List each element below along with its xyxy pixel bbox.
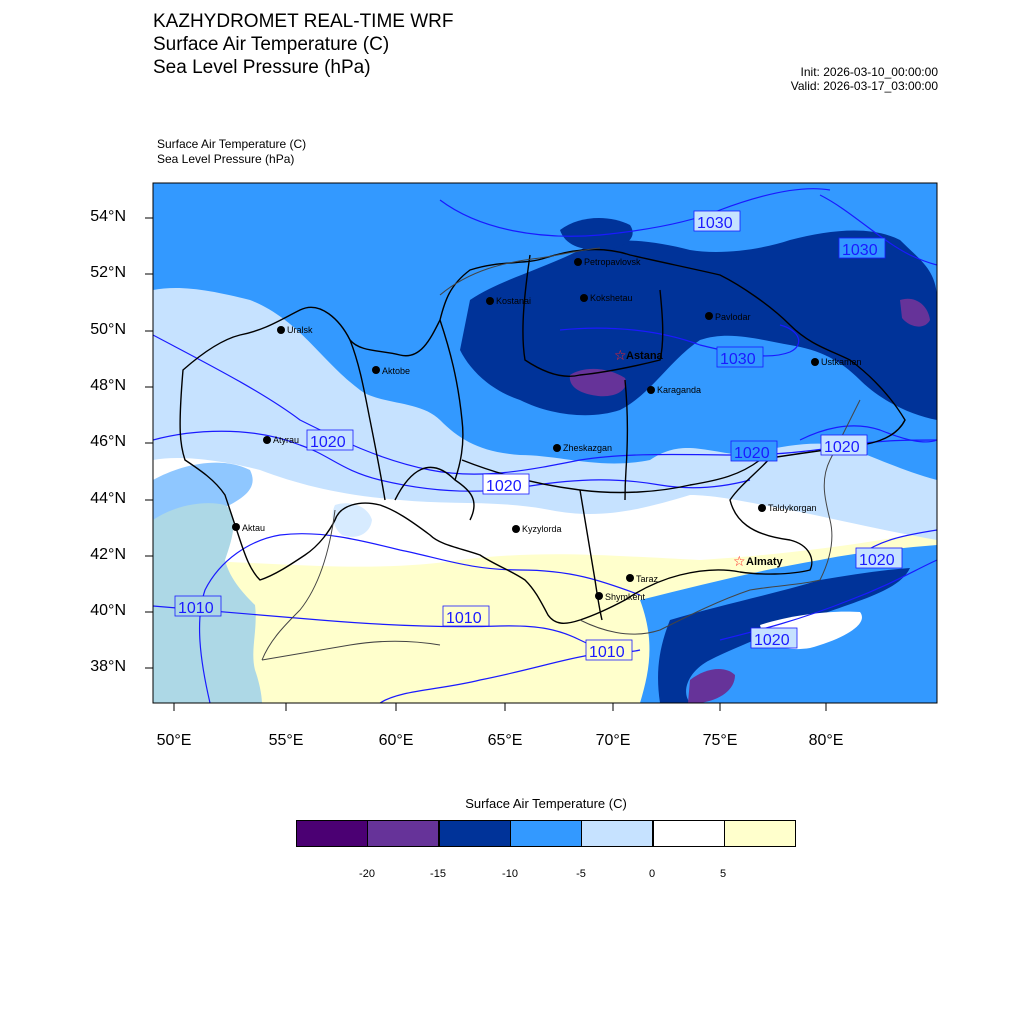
colorbar-tick-label: -20 <box>359 868 375 880</box>
city-label: Uralsk <box>287 325 313 335</box>
city-marker <box>232 523 240 531</box>
pressure-label: 1030 <box>720 351 756 368</box>
title-line-2: Surface Air Temperature (C) <box>153 34 390 55</box>
city-label: Kostanai <box>496 296 532 306</box>
title-line-1: KAZHYDROMET REAL-TIME WRF <box>153 11 454 32</box>
init-time: Init: 2026-03-10_00:00:00 <box>800 65 938 79</box>
city-label: Aktobe <box>382 366 411 376</box>
city-label: Taraz <box>636 574 659 584</box>
colorbar-title: Surface Air Temperature (C) <box>465 796 627 811</box>
city-marker <box>574 258 582 266</box>
lon-label: 60°E <box>378 732 414 749</box>
pressure-label: 1030 <box>697 215 733 232</box>
colorbar-swatch <box>724 820 796 847</box>
lon-label: 65°E <box>487 732 523 749</box>
city-label: Karaganda <box>657 385 702 395</box>
city-marker <box>705 312 713 320</box>
pressure-label: 1020 <box>734 445 770 462</box>
capital-star-icon: ☆ <box>733 554 746 570</box>
title-line-3: Sea Level Pressure (hPa) <box>153 57 371 78</box>
city-label: Atyrau <box>273 435 300 445</box>
city-label: Astana <box>626 350 663 362</box>
lon-label: 80°E <box>808 732 844 749</box>
plot-subtitle-1: Surface Air Temperature (C) <box>157 137 307 151</box>
lon-label: 70°E <box>595 732 631 749</box>
colorbar-swatch <box>581 820 653 847</box>
city-marker <box>811 358 819 366</box>
city-label: Taldykorgan <box>768 503 817 513</box>
colorbar-swatch <box>653 820 725 847</box>
city-label: Petropavlovsk <box>584 257 641 267</box>
city-label: Shymkent <box>605 592 646 602</box>
pressure-label: 1010 <box>589 644 625 661</box>
capital-star-icon: ☆ <box>614 348 627 364</box>
city-label: Zheskazgan <box>563 443 613 453</box>
colorbar-swatch <box>439 820 511 847</box>
plot-subtitle-2: Sea Level Pressure (hPa) <box>157 152 295 166</box>
colorbar-tick-label: -15 <box>430 868 446 880</box>
lat-label: 48°N <box>90 377 126 394</box>
lat-label: 38°N <box>90 658 126 675</box>
city-marker <box>758 504 766 512</box>
colorbar-tick-label: -10 <box>502 868 518 880</box>
lon-ticks <box>174 703 826 711</box>
city-marker <box>595 592 603 600</box>
colorbar-swatch <box>296 820 368 847</box>
pressure-label: 1020 <box>310 434 346 451</box>
city-label: Aktau <box>242 523 266 533</box>
pressure-label: 1020 <box>824 439 860 456</box>
lat-ticks <box>145 218 153 668</box>
lat-label: 44°N <box>90 490 126 507</box>
colorbar-tick-label: -5 <box>576 868 586 880</box>
lon-label: 50°E <box>156 732 192 749</box>
colorbar-tick-label: 0 <box>648 868 656 880</box>
valid-time: Valid: 2026-03-17_03:00:00 <box>790 79 938 93</box>
city-marker <box>553 444 561 452</box>
city-label: Kokshetau <box>590 293 633 303</box>
lat-label: 42°N <box>90 546 126 563</box>
lat-label: 40°N <box>90 602 126 619</box>
colorbar-swatch <box>367 820 439 847</box>
pressure-label: 1010 <box>178 600 214 617</box>
city-marker <box>647 386 655 394</box>
city-label: Pavlodar <box>715 312 751 322</box>
lat-label: 52°N <box>90 264 126 281</box>
pressure-label: 1020 <box>754 632 790 649</box>
lon-label: 75°E <box>702 732 738 749</box>
lon-label: 55°E <box>268 732 304 749</box>
pressure-label: 1020 <box>859 552 895 569</box>
lat-label: 46°N <box>90 433 126 450</box>
lat-label: 54°N <box>90 208 126 225</box>
pressure-label: 1020 <box>486 478 522 495</box>
city-marker <box>626 574 634 582</box>
pressure-label: 1010 <box>446 610 482 627</box>
city-marker <box>580 294 588 302</box>
city-marker <box>372 366 380 374</box>
city-label: Kyzylorda <box>522 524 562 534</box>
city-marker <box>486 297 494 305</box>
colorbar-tick-label: 5 <box>719 868 727 880</box>
city-label: Ustkamen <box>821 357 862 367</box>
map-field <box>153 183 937 703</box>
city-marker <box>277 326 285 334</box>
lat-label: 50°N <box>90 321 126 338</box>
city-marker <box>512 525 520 533</box>
colorbar-swatch <box>510 820 582 847</box>
city-label: Almaty <box>746 556 783 568</box>
city-marker <box>263 436 271 444</box>
pressure-label: 1030 <box>842 242 878 259</box>
